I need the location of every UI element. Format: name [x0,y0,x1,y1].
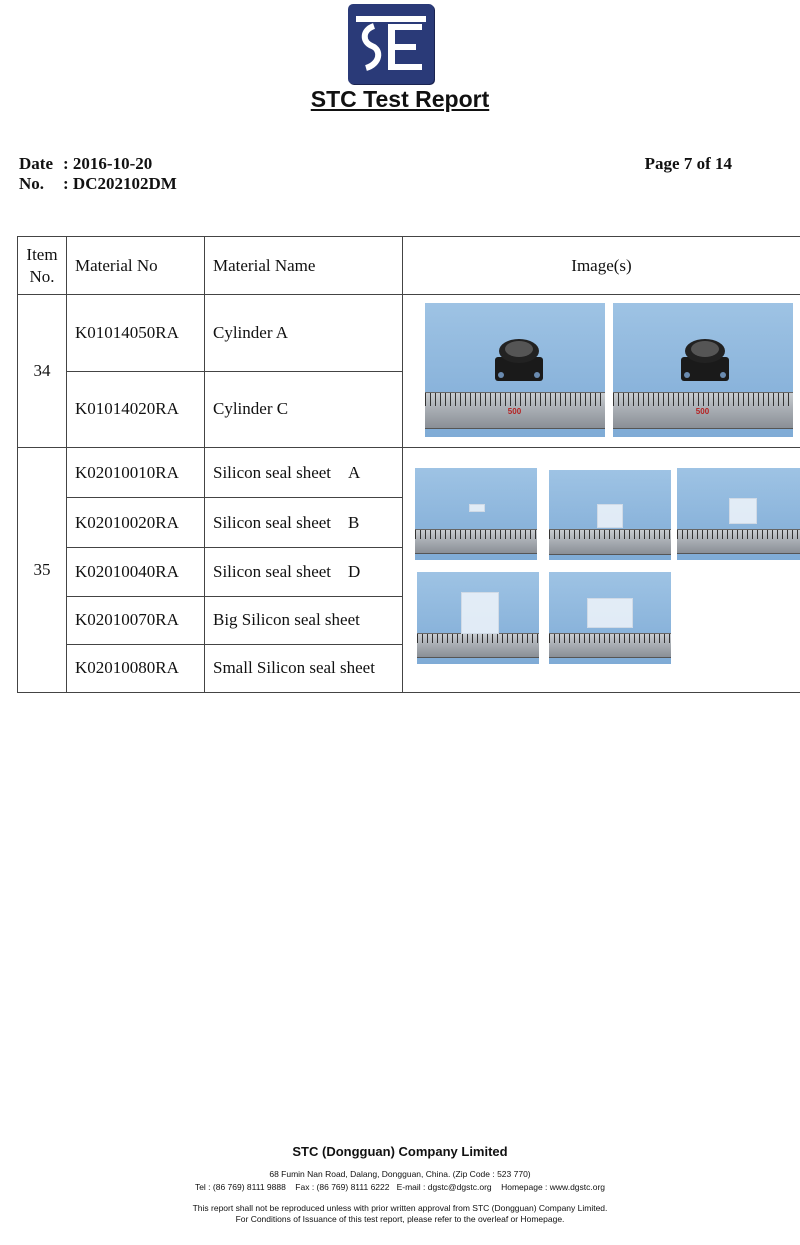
material-no: K01014020RA [67,371,205,448]
footer-address: 68 Fumin Nan Road, Dalang, Dongguan, China. (Zip Code : 523 770) [269,1169,531,1179]
table-header-row [18,237,800,295]
footer-company: STC (Dongguan) Company Limited [292,1144,508,1159]
seal-sheet-piece [587,598,633,628]
header-material-no: Material No [67,237,205,295]
header-item-line2: No. [29,266,55,286]
header-item-line1: Item [26,244,58,264]
ruler-mark: 500 [507,407,522,417]
seal-sheet-on-ruler-photo [677,468,800,560]
material-no: K02010040RA [67,548,205,596]
footer-notice-reproduction: This report shall not be reproduced unless with prior written approval from STC (Dongguan) Company Limited. [192,1203,608,1213]
footer-contact: Tel : (86 769) 8111 9888 Fax : (86 769) 8111 6222 E-mail : dgstc@dgstc.org Homepage : www.dgstc.org [194,1182,606,1192]
no-label: No. [19,174,45,193]
image-strip [403,295,800,447]
no-value: : DC202102DM [63,174,177,193]
seal-sheet-piece [461,592,499,634]
materials-table [17,236,800,693]
stc-logo-mark [348,4,434,84]
material-no: K02010080RA [67,644,205,692]
seal-sheet-on-ruler-photo [549,572,671,664]
black-cylinder-on-ruler-photo [613,303,793,437]
seal-sheet-piece [729,498,757,524]
black-cylinder-on-ruler-photo [425,303,605,437]
header-images: Image(s) [403,237,800,295]
report-number [19,174,177,194]
seal-sheet-piece [597,504,623,528]
date-value: : 2016-10-20 [63,154,153,173]
material-no: K02010010RA [67,448,205,498]
report-date [19,154,152,174]
date-label: Date [19,154,53,173]
seal-sheet-on-ruler-photo [549,470,671,560]
cylinder-part-shape [677,335,733,385]
seal-sheet-on-ruler-photo [417,572,539,664]
seal-sheet-on-ruler-photo [415,468,537,560]
ruler-mark: 500 [695,407,710,417]
item-number: 35 [18,448,67,693]
seal-sheet-piece [469,504,485,512]
image-grid [403,448,800,692]
cylinder-part-shape [491,335,547,385]
material-no: K01014050RA [67,295,205,372]
header-item-no [18,237,67,295]
material-name: Cylinder A [205,295,403,372]
material-no: K02010070RA [67,596,205,644]
report-title: STC Test Report [310,86,490,112]
page-number: Page 7 of 14 [644,154,732,173]
material-name: Big Silicon seal sheet [205,596,403,644]
material-name: Silicon seal sheet D [205,548,403,596]
header-material-name: Material Name [205,237,403,295]
images-cell [403,295,800,448]
table-row [18,295,800,372]
material-name: Cylinder C [205,371,403,448]
material-name: Silicon seal sheet A [205,448,403,498]
footer-notice-conditions: For Conditions of Issuance of this test report, please refer to the overleaf or Homepage. [235,1214,565,1224]
images-cell [403,448,800,693]
material-no: K02010020RA [67,498,205,548]
material-name: Small Silicon seal sheet [205,644,403,692]
table-row [18,448,800,498]
material-name: Silicon seal sheet B [205,498,403,548]
item-number: 34 [18,295,67,448]
stc-logo-icon [348,4,434,84]
